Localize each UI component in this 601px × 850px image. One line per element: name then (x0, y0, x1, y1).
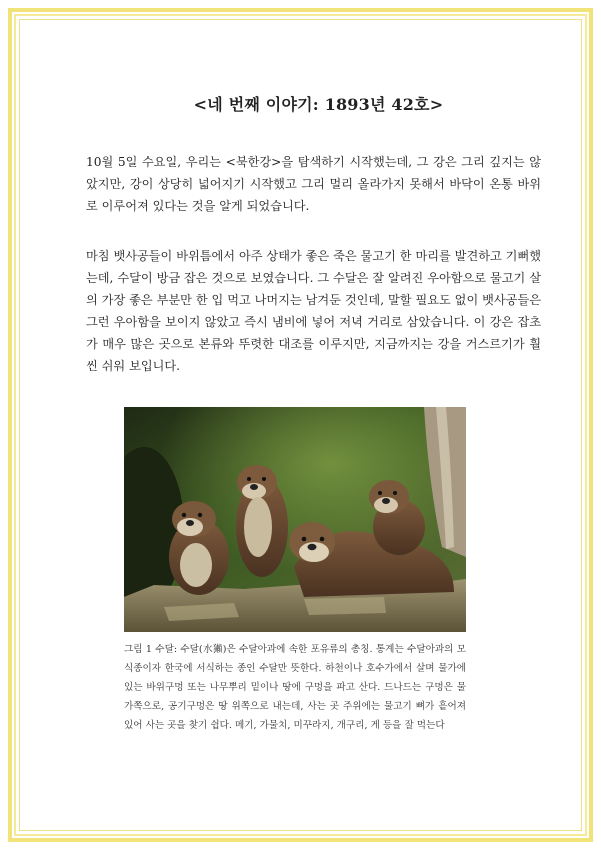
paragraph-2: 마침 뱃사공들이 바위틈에서 아주 상태가 좋은 죽은 물고기 한 마리를 발견하고 기뻐했는데, 수달이 방금 잡은 것으로 보였습니다. 그 수달은 잘 알려진 우아함으로 물고기 살의 가장 좋은 부분만 한 입 먹고 나머지는 남겨둔 것인데, 말할 필요도 없이 뱃사공들은 그런 우아함을 보이지 않았고 즉시 냄비에 넣어 저녁 거리로 삼았습니다. 이 강은 잡초가 매우 많은 곳으로 본류와 뚜렷한 대조를 이루지만, 지금까지는 강을 거스르기가 훨씬 쉬워 보입니다. (86, 249, 541, 373)
otter-figure (124, 407, 466, 735)
story-content (86, 92, 541, 405)
otter-photo (124, 407, 466, 632)
story-title: <네 번째 이야기: 1893년 42호> (193, 95, 444, 114)
figure-caption: 그림 1 수달: 수달(水獺)은 수달아과에 속한 포유류의 총칭. 통계는 수달아과의 모식종이자 한국에 서식하는 종인 수달만 뜻한다. 하천이나 호수가에서 살며 물가에 있는 바위구멍 또는 나무뿌리 밑이나 땅에 구멍을 파고 산다. 드나드는 구멍은 물가쪽으로, 공기구멍은 땅 위쪽으로 내는데, 사는 곳 주위에는 물고기 뼈가 흩어져 있어 사는 곳을 찾기 쉽다. 메기, 가물치, 미꾸라지, 개구리, 게 등을 잘 먹는다 (124, 644, 466, 731)
paragraph-1: 10월 5일 수요일, 우리는 <북한강>을 탐색하기 시작했는데, 그 강은 그리 깊지는 않았지만, 강이 상당히 넓어지기 시작했고 그리 멀리 올라가지 못해서 바닥이 온통 바위로 이루어져 있다는 것을 알게 되었습니다. (86, 155, 541, 213)
